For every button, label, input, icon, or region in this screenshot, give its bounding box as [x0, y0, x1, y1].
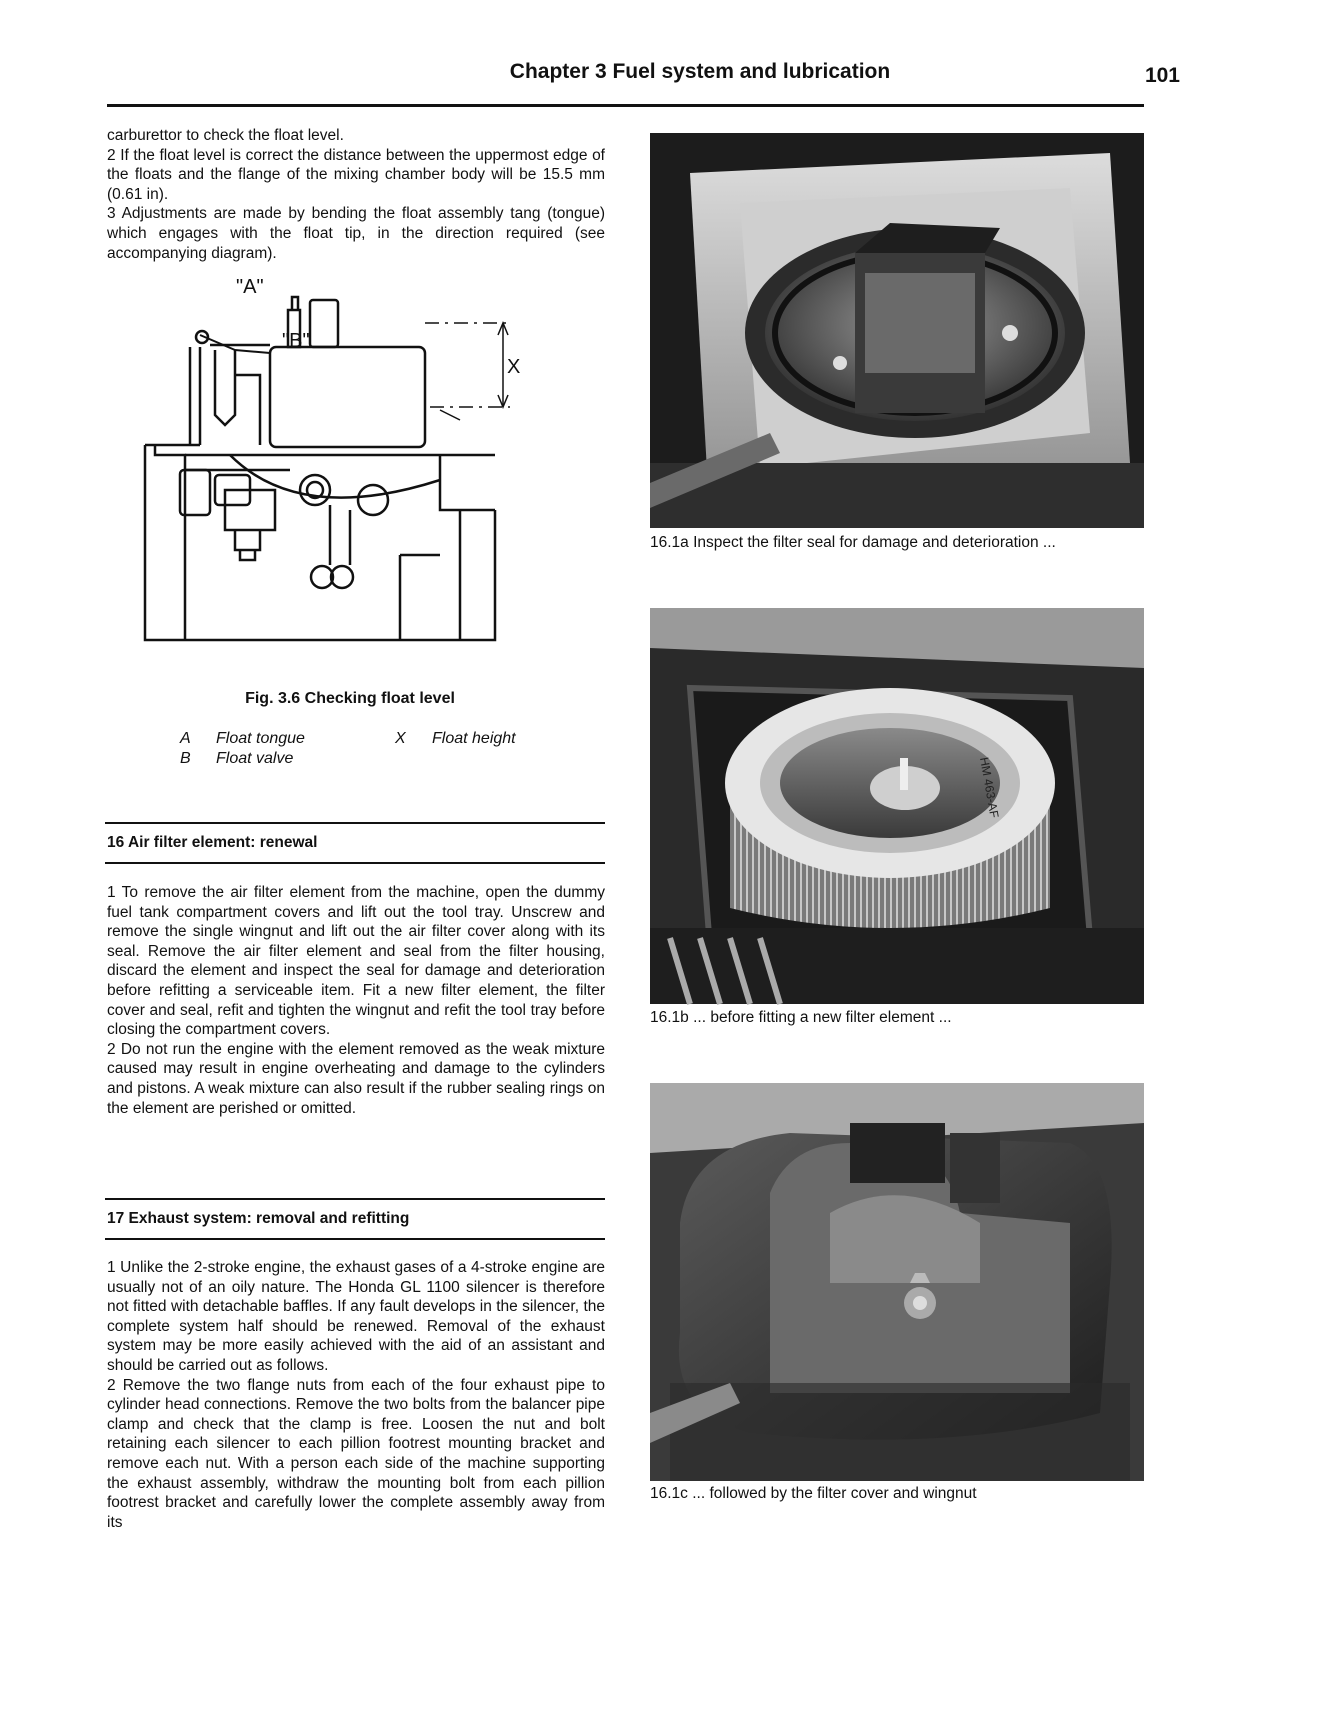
- section17-text: [107, 1258, 605, 1532]
- page-number: 101: [1144, 64, 1180, 87]
- photo-filter-seal: [650, 133, 1144, 528]
- diagram-label-b: "B": [282, 330, 310, 352]
- section17-paragraph-1: 1 Unlike the 2-stroke engine, the exhaust gases of a 4-stroke engine are usually not of an oily nature. The Honda GL 1100 silencer is therefore not fitted with detachable baffles. If any fault develops in the silencer, the complete system half should be renewed. Removal of the exhaust system may be more easily achieved with the aid of an assistant and should be carried out as follows.: [107, 1259, 605, 1374]
- section17-paragraph-2: 2 Remove the two flange nuts from each of the four exhaust pipe to cylinder head connections. Remove the two bolts from the balancer pipe clamp and check that the clamp is free. Loosen the nut and bolt retaining each silencer to each pillion footrest mounting bracket and remove each nut. With a person each side of the machine supporting the exhaust assembly, withdraw the mounting bolt from each pillion footrest bracket and carefully lower the complete assembly away from its: [107, 1376, 605, 1531]
- section17-title: 17 Exhaust system: removal and refitting: [107, 1210, 410, 1227]
- figure-legend: [180, 730, 580, 770]
- section16-bottom-rule: [105, 862, 605, 864]
- intro-paragraph-2: 2 If the float level is correct the distance between the uppermost edge of the floats and the flange of the mixing chamber body will be 15.5 mm (0.61 in).: [107, 146, 605, 203]
- intro-paragraph-1: carburettor to check the float level.: [107, 127, 344, 144]
- diagram-label-x: X: [507, 356, 521, 378]
- photo-caption-2: 16.1b ... before fitting a new filter element ...: [650, 1009, 952, 1026]
- legend-value-x: Float height: [432, 730, 516, 747]
- legend-key-a: A: [180, 730, 191, 747]
- figure-caption: Fig. 3.6 Checking float level: [245, 690, 455, 707]
- photo-filter-cover: [650, 1083, 1144, 1481]
- diagram-label-a: "A": [236, 276, 264, 298]
- section16-paragraph-1: 1 To remove the air filter element from the machine, open the dummy fuel tank compartment covers and lift out the tool tray. Unscrew and remove the single wingnut and lift out the air filter cover along with its seal. Remove the air filter element and seal from the filter housing, discard the element and inspect the seal for damage and deterioration before refitting a serviceable item. Fit a new filter element, the filter cover and seal, refit and tighten the wingnut and refit the tool tray before closing the compartment covers.: [107, 884, 605, 1039]
- photo-filter-element: [650, 608, 1144, 1004]
- intro-text: [107, 126, 605, 263]
- legend-key-b: B: [180, 750, 191, 767]
- section17-bottom-rule: [105, 1238, 605, 1240]
- photo-caption-1: 16.1a Inspect the filter seal for damage and deterioration ...: [650, 534, 1056, 551]
- section16-text: [107, 883, 605, 1118]
- photo-caption-3: 16.1c ... followed by the filter cover and wingnut: [650, 1485, 977, 1502]
- section16-top-rule: [105, 822, 605, 824]
- chapter-title: Chapter 3 Fuel system and lubrication: [509, 60, 891, 83]
- float-level-diagram: [140, 276, 580, 655]
- header-rule: [107, 104, 1144, 107]
- legend-value-b: Float valve: [216, 750, 294, 767]
- section16-title: 16 Air filter element: renewal: [107, 834, 318, 851]
- section17-top-rule: [105, 1198, 605, 1200]
- filter-label-text: HM 463-AF: [977, 756, 1002, 819]
- legend-key-x: X: [395, 730, 406, 747]
- section16-paragraph-2: 2 Do not run the engine with the element removed as the weak mixture caused may result in engine overheating and damage to the cylinders and pistons. A weak mixture can also result if the rubber sealing rings on the element are perished or omitted.: [107, 1040, 605, 1117]
- legend-value-a: Float tongue: [216, 730, 305, 747]
- intro-paragraph-3: 3 Adjustments are made by bending the float assembly tang (tongue) which engages with the float tip, in the direction required (see accompanying diagram).: [107, 205, 605, 262]
